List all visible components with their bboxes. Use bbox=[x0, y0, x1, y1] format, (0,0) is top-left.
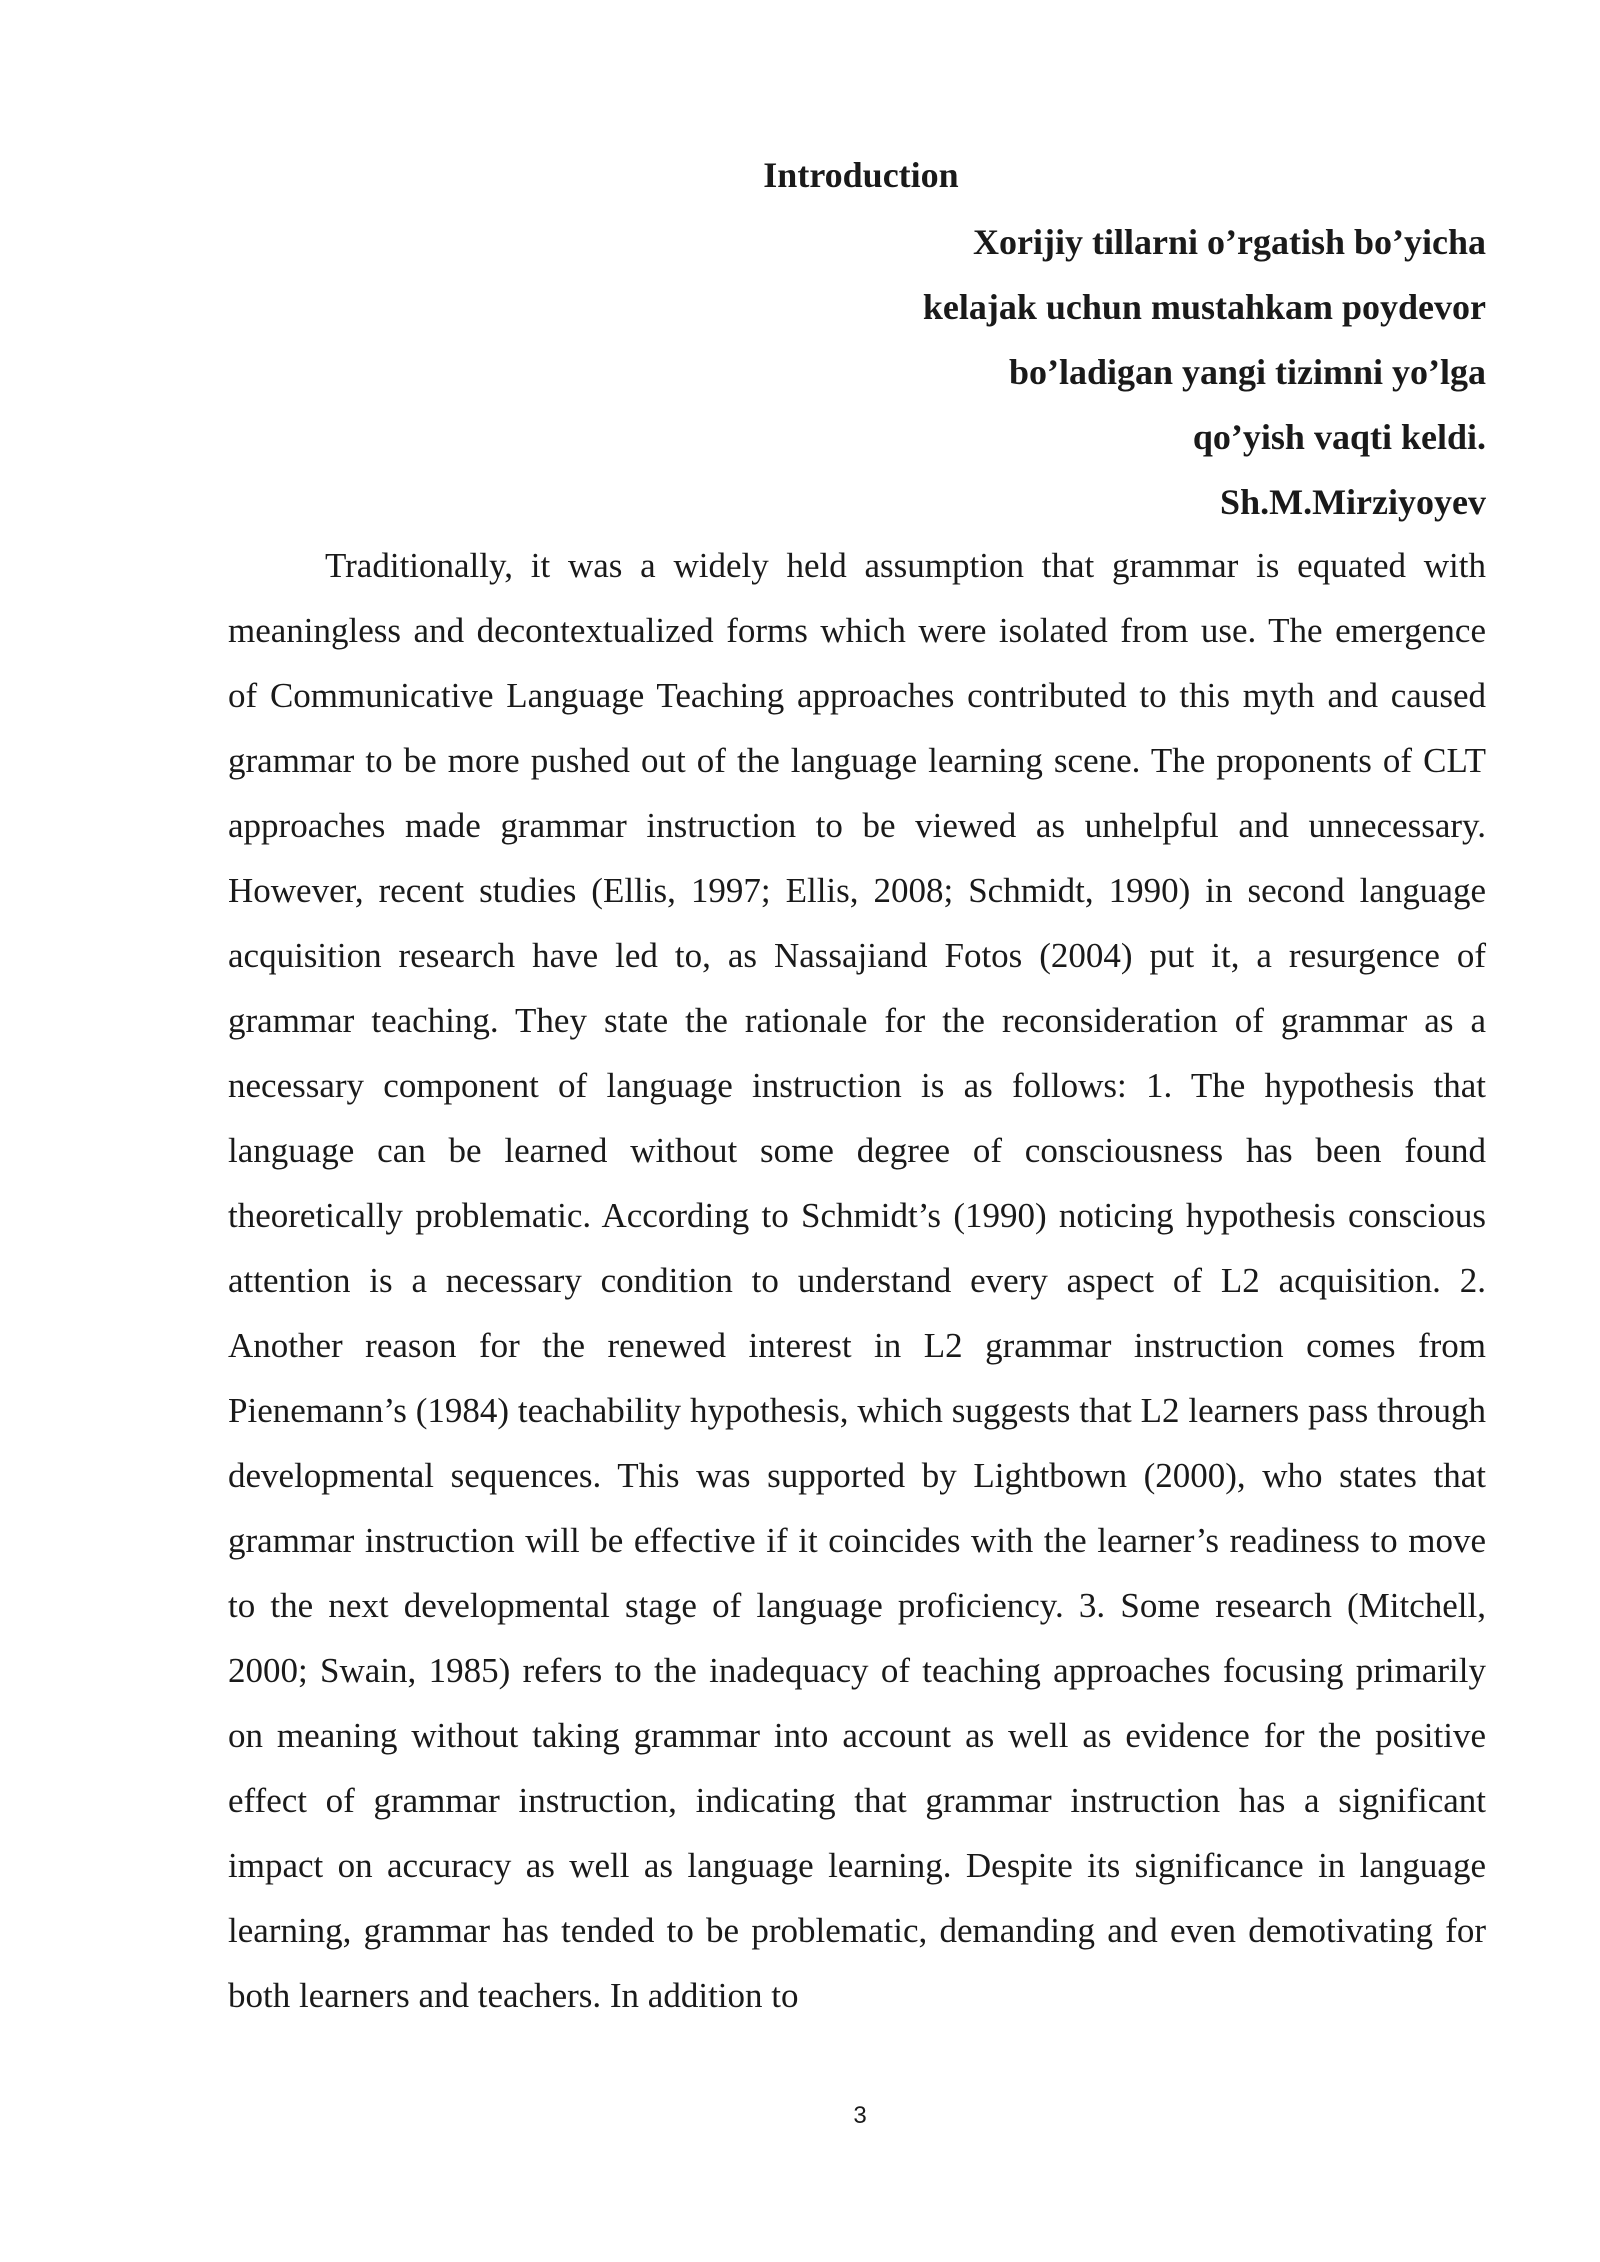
body-paragraph: Traditionally, it was a widely held assumption that grammar is equated with meaningless and decontextualized forms which were isolated from use. The emergence of Communicative Language Teaching approaches contributed to this myth and caused grammar to be more pushed out of the language learning scene. The proponents of CLT approaches made grammar instruction to be viewed as unhelpful and unnecessary. However, recent studies (Ellis, 1997; Ellis, 2008; Schmidt, 1990) in second language acquisition research have led to, as Nassajiand Fotos (2004) put it, a resurgence of grammar teaching. They state the rationale for the reconsideration of grammar as a necessary component of language instruction is as follows: 1. The hypothesis that language can be learned without some degree of consciousness has been found theoretically problematic. According to Schmidt’s (1990) noticing hypothesis conscious attention is a necessary condition to understand every aspect of L2 acquisition. 2. Another reason for the renewed interest in L2 grammar instruction comes from Pienemann’s (1984) teachability hypothesis, which suggests that L2 learners pass through developmental sequences. This was supported by Lightbown (2000), who states that grammar instruction will be effective if it coincides with the learner’s readiness to move to the next developmental stage of language proficiency. 3. Some research (Mitchell, 2000; Swain, 1985) refers to the inadequacy of teaching approaches focusing primarily on meaning without taking grammar into account as well as evidence for the positive effect of grammar instruction, indicating that grammar instruction has a significant impact on accuracy as well as language learning. Despite its significance in language learning, grammar has tended to be problematic, demanding and even demotivating for both learners and teachers. In addition to bbox=[228, 546, 1486, 2015]
epigraph-line: Xorijiy tillarni o’rgatish bo’yicha bbox=[973, 222, 1486, 262]
epigraph-line: bo’ladigan yangi tizimni yo’lga bbox=[1008, 352, 1486, 392]
epigraph-line: kelajak uchun mustahkam poydevor bbox=[922, 287, 1486, 327]
page-number: 3 bbox=[853, 2102, 867, 2129]
epigraph bbox=[923, 210, 1486, 535]
epigraph-line: qo’yish vaqti keldi. bbox=[1192, 417, 1486, 457]
epigraph-author: Sh.M.Mirziyoyev bbox=[1220, 482, 1486, 522]
section-title: Introduction bbox=[763, 155, 959, 195]
